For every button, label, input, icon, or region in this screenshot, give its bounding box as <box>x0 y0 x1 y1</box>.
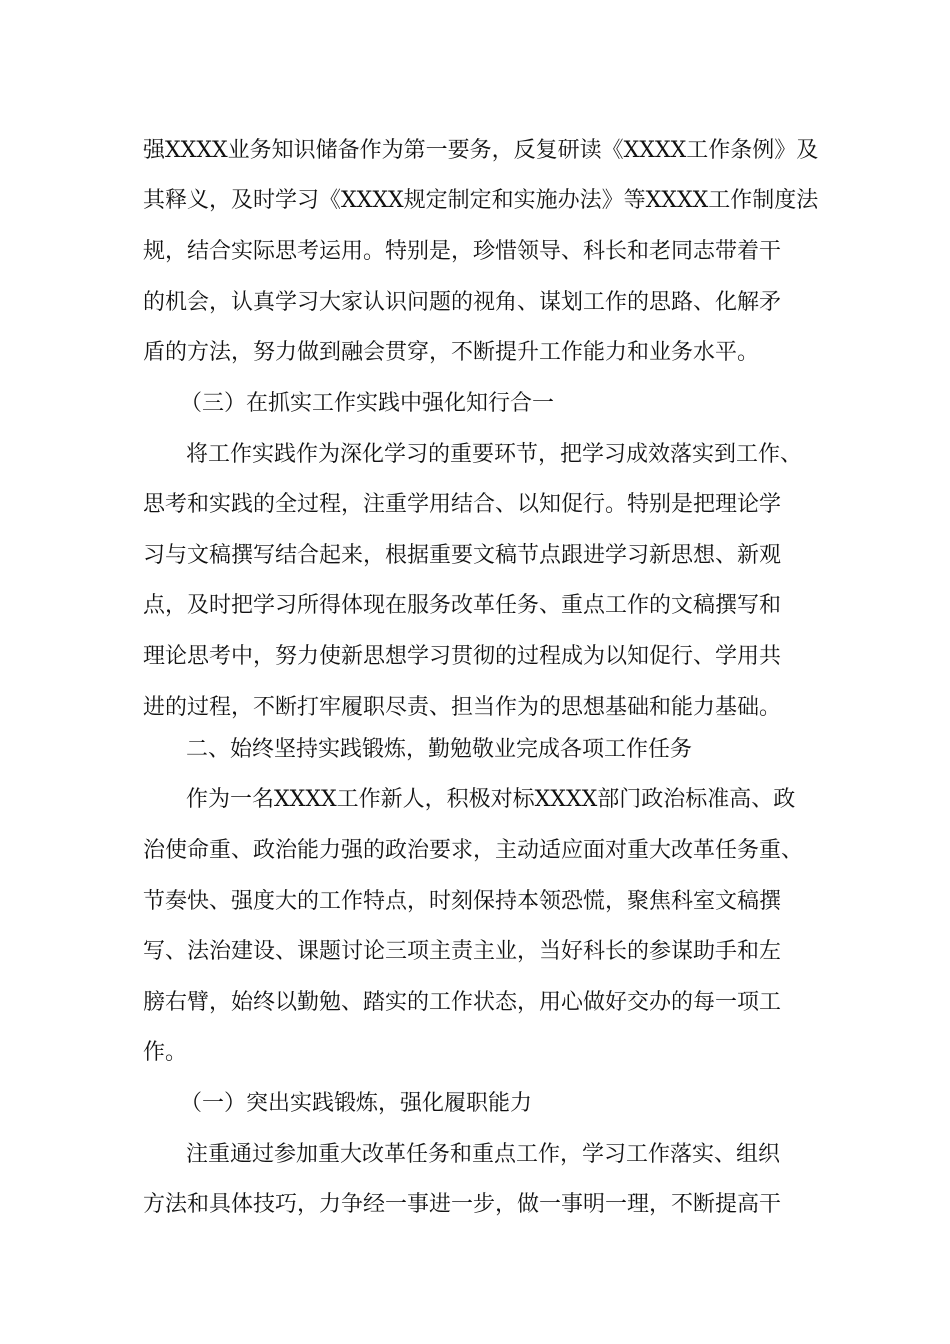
text-line <box>0 1185 950 1225</box>
text-line <box>0 586 950 626</box>
text-line <box>0 536 950 576</box>
text-line-content: 理论思考中，努力使新思想学习贯彻的过程成为以知促行、学用共 <box>143 644 782 669</box>
section-heading <box>0 730 950 770</box>
text-line <box>0 232 950 272</box>
section-heading <box>0 1084 950 1124</box>
text-line <box>0 983 950 1023</box>
text-line-content: 节奏快、强度大的工作特点，时刻保持本领恐慌，聚焦科室文稿撰 <box>143 889 782 914</box>
text-line <box>0 882 950 922</box>
text-line <box>0 435 950 475</box>
text-line-content: 方法和具体技巧，力争经一事进一步，做一事明一理，不断提高干 <box>143 1192 782 1217</box>
text-line <box>0 485 950 525</box>
text-line <box>0 780 950 820</box>
section-heading-text: （三）在抓实工作实践中强化知行合一 <box>180 391 555 416</box>
section-heading <box>0 384 950 424</box>
text-line-content: 注重通过参加重大改革任务和重点工作，学习工作落实、组织 <box>186 1142 781 1167</box>
section-heading-text: 二、始终坚持实践锻炼，勤勉敬业完成各项工作任务 <box>186 737 693 762</box>
text-line-content: 习与文稿撰写结合起来，根据重要文稿节点跟进学习新思想、新观 <box>143 543 782 568</box>
text-line <box>0 637 950 677</box>
text-line-content: 强XXXX业务知识储备作为第一要务，反复研读《XXXX工作条例》及 <box>143 138 819 163</box>
text-line <box>0 1033 950 1073</box>
text-line <box>0 283 950 323</box>
text-line-content: 治使命重、政治能力强的政治要求，主动适应面对重大改革任务重、 <box>143 838 804 863</box>
text-line-content: 写、法治建设、课题讨论三项主责主业，当好科长的参谋助手和左 <box>143 939 782 964</box>
text-line <box>0 688 950 728</box>
text-line-content: 盾的方法，努力做到融会贯穿，不断提升工作能力和业务水平。 <box>143 340 760 365</box>
text-line-content: 点，及时把学习所得体现在服务改革任务、重点工作的文稿撰写和 <box>143 593 782 618</box>
text-line <box>0 181 950 221</box>
text-line-content: 进的过程，不断打牢履职尽责、担当作为的思想基础和能力基础。 <box>143 695 782 720</box>
text-line <box>0 932 950 972</box>
text-line-content: 规，结合实际思考运用。特别是，珍惜领导、科长和老同志带着干 <box>143 239 782 264</box>
text-line-content: 膀右臂，始终以勤勉、踏实的工作状态，用心做好交办的每一项工 <box>143 990 782 1015</box>
text-line-content: 的机会，认真学习大家认识问题的视角、谋划工作的思路、化解矛 <box>143 290 782 315</box>
text-line <box>0 831 950 871</box>
text-line-content: 将工作实践作为深化学习的重要环节，把学习成效落实到工作、 <box>186 442 803 467</box>
text-line <box>0 1135 950 1175</box>
text-line <box>0 131 950 171</box>
text-line-content: 作为一名XXXX工作新人，积极对标XXXX部门政治标准高、政 <box>186 787 796 812</box>
text-line <box>0 333 950 373</box>
section-heading-text: （一）突出实践锻炼，强化履职能力 <box>180 1091 533 1116</box>
text-line-content: 作。 <box>143 1040 188 1065</box>
text-line-content: 其释义，及时学习《XXXX规定制定和实施办法》等XXXX工作制度法 <box>143 188 819 213</box>
text-line-content: 思考和实践的全过程，注重学用结合、以知促行。特别是把理论学 <box>143 492 782 517</box>
